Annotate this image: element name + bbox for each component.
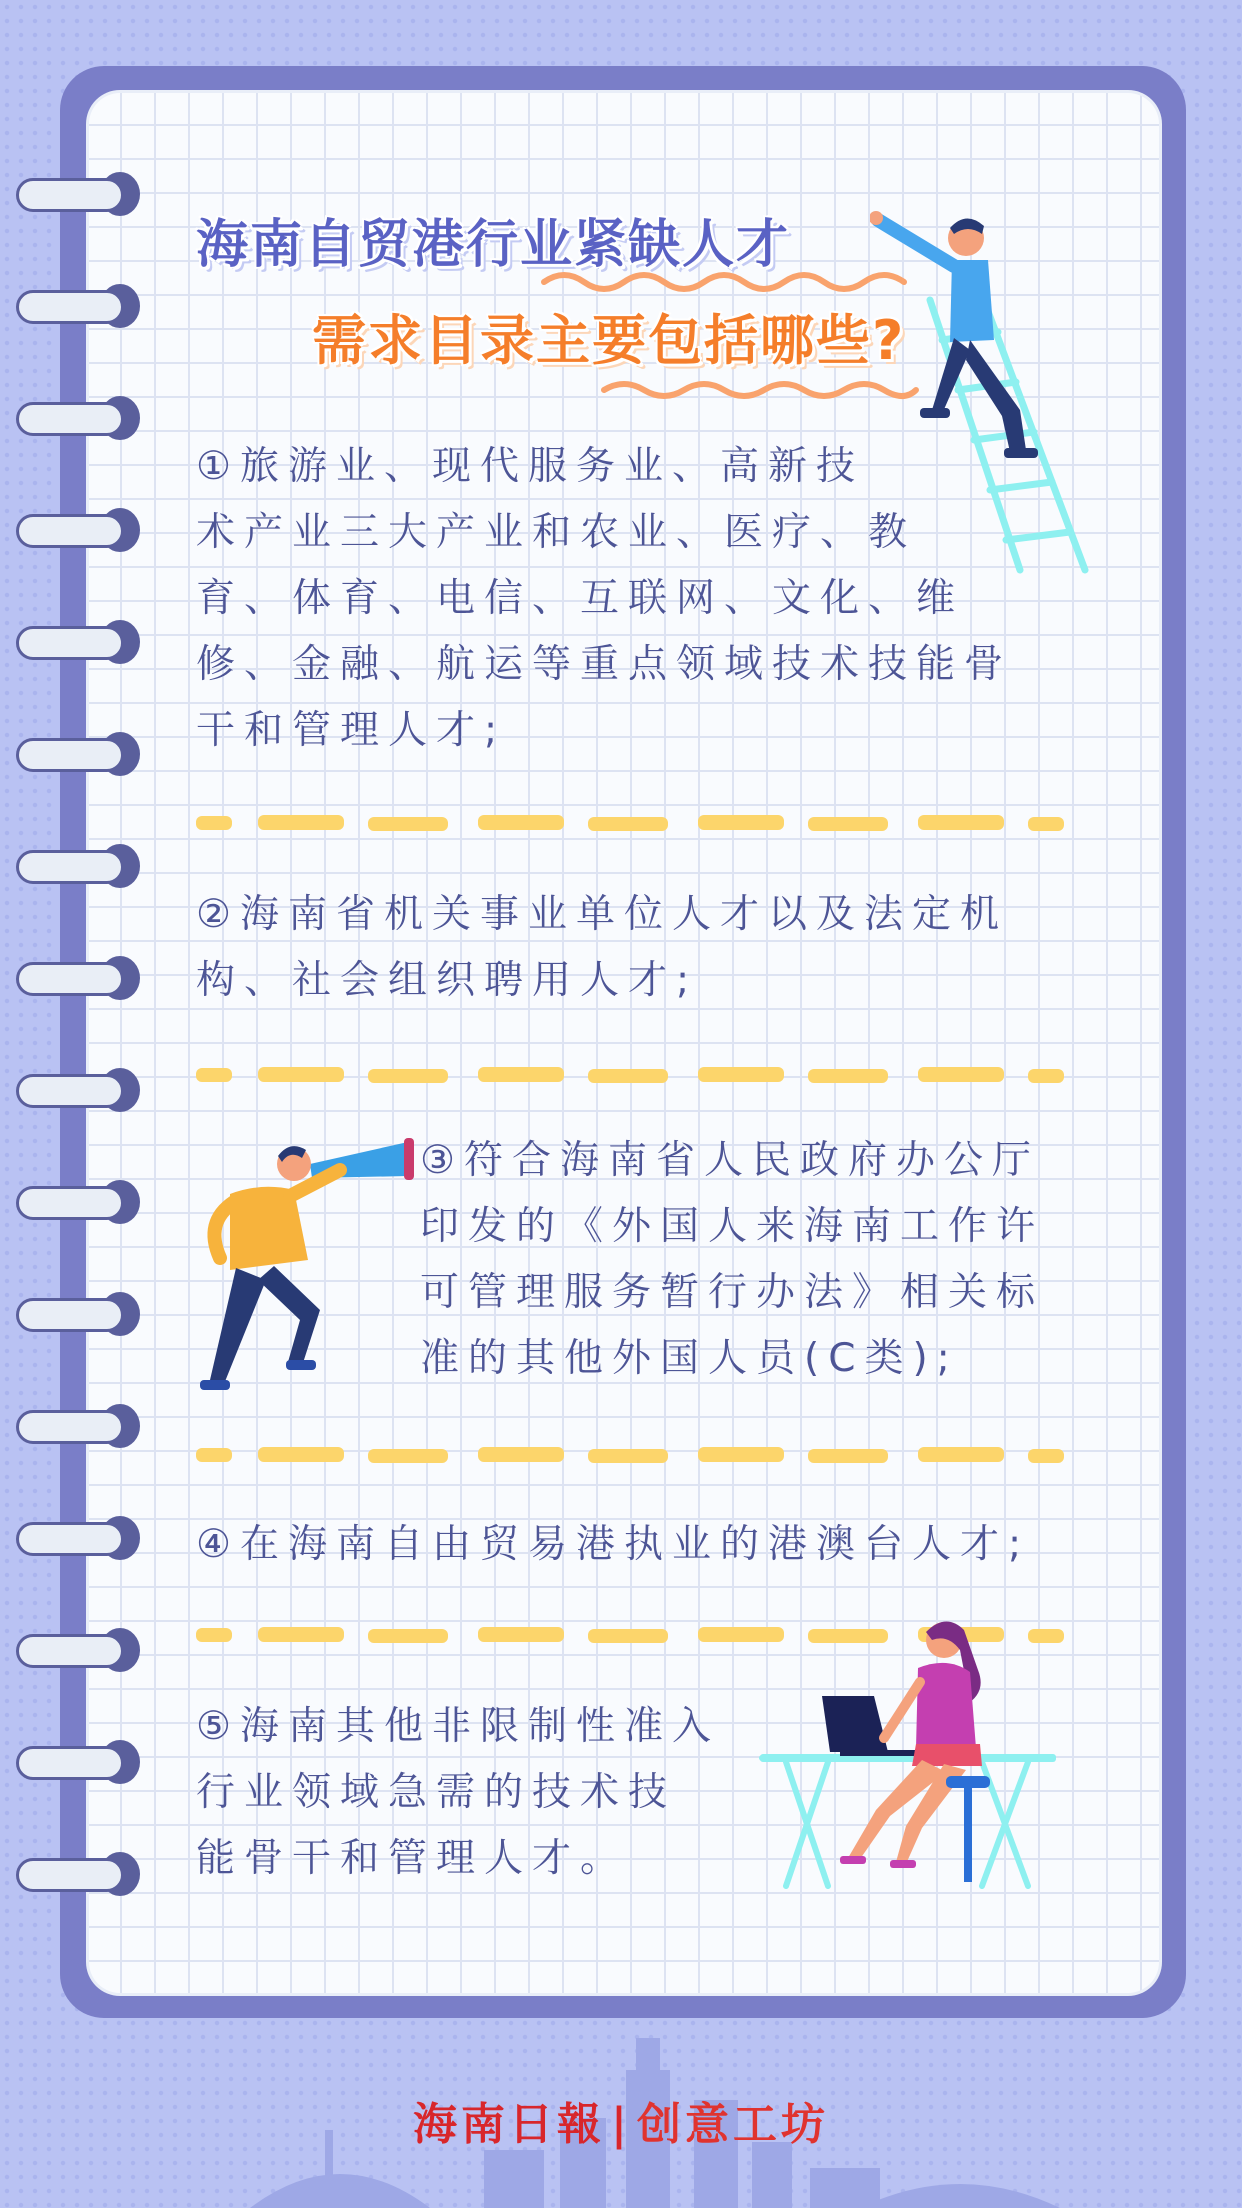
item-2-line: ②海南省机关事业单位人才以及法定机: [196, 892, 1008, 937]
item-4-text: [196, 1512, 1096, 1578]
binding-ring: [16, 844, 128, 888]
item-5-text: [196, 1694, 756, 1892]
yellow-divider: [196, 812, 1066, 834]
item-1-line: ①旅游业、现代服务业、高新技: [196, 444, 864, 489]
item-4-line: ④在海南自由贸易港执业的港澳台人才;: [196, 1522, 1031, 1567]
binding-ring: [16, 396, 128, 440]
woman-at-laptop-illustration: [756, 1610, 1056, 1900]
binding-ring: [16, 1292, 128, 1336]
item-3-text: [420, 1128, 1100, 1392]
binding-ring: [16, 1852, 128, 1896]
item-2-line: 构、社会组织聘用人才;: [196, 958, 699, 1003]
man-with-megaphone-illustration: [190, 1130, 420, 1430]
title-wave-decoration: [540, 262, 910, 302]
footer-logo: [0, 2088, 1242, 2152]
binding-ring: [16, 1740, 128, 1784]
binding-ring: [16, 732, 128, 776]
binding-ring: [16, 956, 128, 1000]
item-1-text: [196, 434, 1076, 764]
binding-ring: [16, 284, 128, 328]
yellow-divider: [196, 1444, 1066, 1466]
item-3-line: 准的其他外国人员(C类);: [420, 1336, 959, 1381]
item-2-text: [196, 882, 1096, 1014]
publisher-logo-text: 海南日報: [412, 2099, 605, 2150]
binding-ring: [16, 1068, 128, 1112]
item-5-line: 行业领域急需的技术技: [196, 1770, 677, 1815]
logo-separator: |: [610, 2099, 631, 2150]
page-title-line2: 需求目录主要包括哪些?: [312, 309, 906, 372]
binding-ring: [16, 620, 128, 664]
item-3-line: 印发的《外国人来海南工作许: [420, 1204, 1045, 1249]
item-5-line: 能骨干和管理人才。: [196, 1836, 629, 1881]
item-1-line: 修、金融、航运等重点领域技术技能骨: [196, 642, 1013, 687]
binding-ring: [16, 172, 128, 216]
yellow-divider: [196, 1064, 1066, 1086]
item-5-line: ⑤海南其他非限制性准入: [196, 1704, 720, 1749]
item-1-line: 育、体育、电信、互联网、文化、维: [196, 576, 965, 621]
brand-logo-text: 创意工坊: [637, 2099, 829, 2150]
item-3-line: 可管理服务暂行办法》相关标: [420, 1270, 1045, 1315]
binding-ring: [16, 1516, 128, 1560]
item-1-line: 干和管理人才;: [196, 708, 507, 753]
binding-ring: [16, 1180, 128, 1224]
item-3-line: ③符合海南省人民政府办公厅: [420, 1138, 1040, 1183]
binding-ring: [16, 1404, 128, 1448]
binding-ring: [16, 1628, 128, 1672]
item-1-line: 术产业三大产业和农业、医疗、教: [196, 510, 917, 555]
page-title-line1: 海南自贸港行业紧缺人才: [196, 215, 791, 275]
binding-ring: [16, 508, 128, 552]
